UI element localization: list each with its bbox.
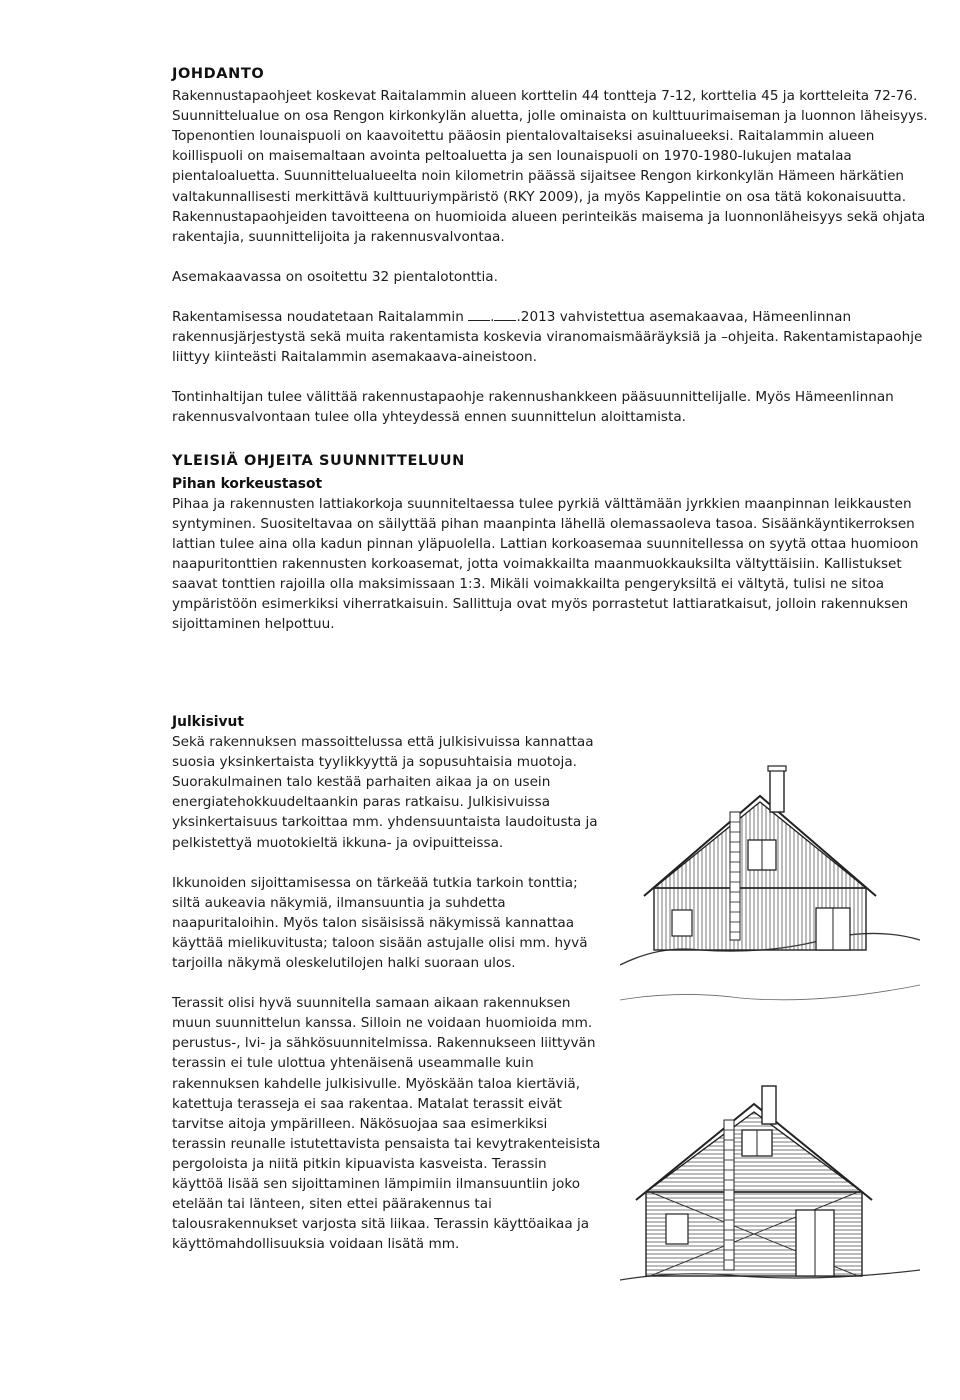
facades-paragraph-1: Sekä rakennuksen massoittelussa että julkisivuissa kannattaa suosia yksinkertaista tyylikkyyttä ja sopusuhtaisia muotoja. Suorakulmainen talo kestää parhaiten aikaa ja on usein energiatehokkuudeltaankin paras ratkaisu. Julkisivuissa yksinkertaisuus tarkoittaa mm. yhdensuuntaista laudoitusta ja pelkistettyä muotokieltä ikkuna- ja ovipuitteissa. xyxy=(172,734,598,851)
regulations-text-end: .2013 vahvistettua asemakaavaa, Hämeenlinnan rakennusjärjestystä sekä muita rakentamista koskevia viranomaismääräyksiä ja –ohjeita. Rakentamistapaohje liittyy kiinteästi Raitalammin asemakaava-aineistoon. xyxy=(172,308,923,366)
page-body xyxy=(172,64,932,634)
yard-paragraph: Pihaa ja rakennusten lattiakorkoja suunniteltaessa tulee pyrkiä välttämään jyrkkien maanpinnan leikkausten syntyminen. Suositeltavaa on säilyttää pihan maanpinta lähellä olemassaoleva tasoa. Sisäänkäyntikerroksen lattian tulee aina olla kadun pinnan yläpuolella. Lattian korkoasemaa suunnitellessa on syytä ottaa huomioon naapuritonttien rakennusten korkoasemat, jotta voimakkailta maanmuokkauksilta vältyttäisiin. Kallistukset saavat tonttien rajoilla olla maksimissaan 1:3. Mikäli voimakkailta pengeryksiltä ei vältytä, tulisi ne sitoa ympäristöön esimerkiksi viherratkaisuin. Sallittuja ovat myös porrastetut lattiaratkaisut, jolloin rakennuksen sijoittaminen helpottuu. xyxy=(172,495,919,633)
facades-paragraph-2: Ikkunoiden sijoittamisessa on tärkeää tutkia tarkoin tonttia; siltä aukeavia näkymiä, ilmansuuntia ja suhdetta naapuritaloihin. Myös talon sisäisissä näkymissä kannattaa käyttää mielikuvitusta; taloon sisään astujalle olisi mm. hyvä tarjoilla näkymä oleskelutilojen halki suoraan ulos. xyxy=(172,874,588,972)
yard-heading: Pihan korkeustasot xyxy=(172,475,323,492)
date-blank-day xyxy=(468,308,490,321)
plots-paragraph: Asemakaavassa on osoitettu 32 pientalotonttia. xyxy=(172,268,498,285)
intro-heading: JOHDANTO xyxy=(172,66,265,82)
facades-paragraph-3: Terassit olisi hyvä suunnitella samaan aikaan rakennuksen muun suunnittelun kanssa. Silloin ne voidaan huomioida mm. perustus-, lvi- ja sähkösuunnitelmissa. Rakennukseen liittyvän terassin ei tule ulottua yhtenäisenä useammalle kuin rakennuksen kahdelle julkisivulle. Myöskään taloa kiertäviä, katettuja terasseja ei saa rakentaa. Matalat terassit eivät tarvitse aitoja ympärilleen. Näkösuojaa saa esimerkiksi terassin reunalle istutettavista pensaista tai kevytrakenteisista pergoloista ja niitä pitkin kipuavista kasveista. Terassin käyttöä lisää sen sijoittaminen lämpimiin ilmansuuntiin joko etelään tai länteen, siten ettei päärakennus tai talousrakennukset varjosta sitä liikaa. Terassin käyttöaikaa ja käyttömahdollisuuksia voidaan lisätä mm. xyxy=(172,995,601,1253)
regulations-paragraph: Rakentamisessa noudatetaan Raitalammin . .2013 vahvistettua asemakaavaa, Hämeenlinnan rakennusjärjestystä sekä muita rakentamista koskevia viranomaismääräyksiä ja –ohjeita. Rakentamistapaohje liittyy kiinteästi Raitalammin asemakaava-aineistoon. xyxy=(172,308,923,366)
facades-heading: Julkisivut xyxy=(172,714,244,730)
date-blank-month xyxy=(494,308,516,321)
house-sketch-bottom xyxy=(620,1080,920,1305)
house-sketch-top xyxy=(620,760,920,1035)
facades-column xyxy=(172,712,602,1254)
regulations-text-start: Rakentamisessa noudatetaan Raitalammin xyxy=(172,308,469,325)
general-heading: YLEISIÄ OHJEITA SUUNNITTELUUN xyxy=(172,453,465,470)
intro-paragraph: Rakennustapaohjeet koskevat Raitalammin alueen korttelin 44 tontteja 7-12, korttelia 45 ja kortteleita 72-76. Suunnittelualue on osa Rengon kirkonkylän aluetta, jolle ominaista on kulttuurimaiseman ja luonnon läheisyys. Topenontien lounaispuoli on kaavoitettu pääosin pientalovaltaiseksi asuinalueeksi. Raitalammin alueen koillispuoli on maisemaltaan avointa peltoaluetta ja sen lounaispuoli on 1970-1980-lukujen matalaa pientaloaluetta. Suunnittelualueelta noin kilometrin päässä sijaitsee Rengon kirkonkylän Hämeen härkätien valtakunnallisesti merkittävä kulttuuriympäristö (RKY 2009), ja myös Kappelintie on osa tätä kokonaisuutta. Rakennustapaohjeiden tavoitteena on huomioida alueen perinteikäs maisema ja luonnonläheisyys sekä ohjata rakentajia, suunnittelijoita ja rakennusvalvontaa. xyxy=(172,88,928,245)
owner-paragraph: Tontinhaltijan tulee välittää rakennustapaohje rakennushankkeen pääsuunnittelijalle. Myös Hämeenlinnan rakennusvalvontaan tulee olla yhteydessä ennen suunnittelun aloittamista. xyxy=(172,389,894,426)
